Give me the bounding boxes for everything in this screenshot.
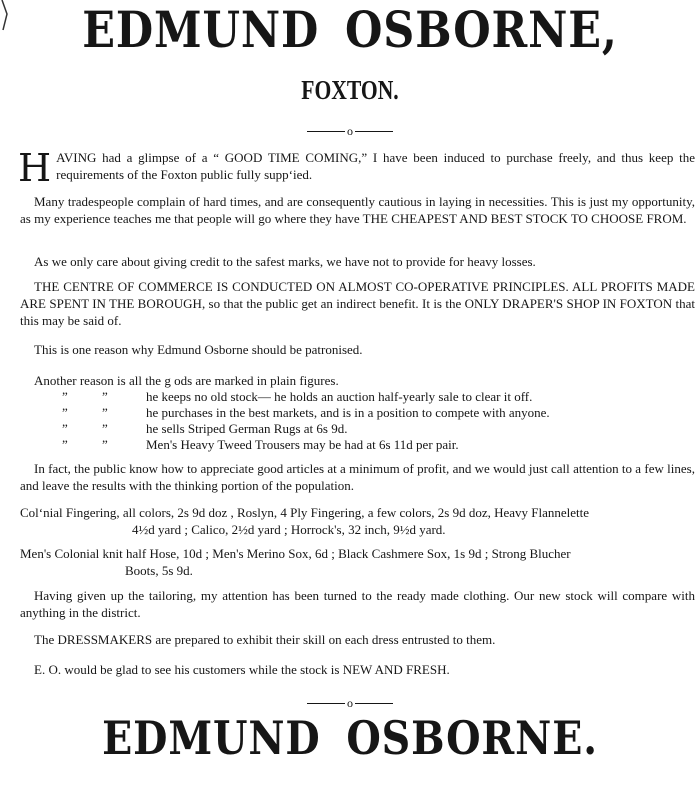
opening-paragraph: [18, 146, 695, 190]
hose-line-1: Men's Colonial knit half Hose, 10d ; Men's Merino Sox, 6d ; Black Cashmere Sox, 1s 9d ; Strong Blucher: [20, 546, 571, 561]
reason-item: ” ” he sells Striped German Rugs at 6s 9d.: [62, 421, 348, 436]
opening-text: AVING had a glimpse of a “ GOOD TIME COMING,” I have been induced to purchase freely, and thus keep the requirements of the Foxton public fully suppʻied.: [56, 150, 695, 182]
footer-last-name: OSBORNE.: [346, 711, 598, 765]
ornamental-divider-top: [0, 123, 700, 138]
tailoring-paragraph: Having given up the tailoring, my attention has been turned to the ready made clothing. Our new stock will compare with anything in the district.: [20, 588, 695, 620]
divider-ring: o: [347, 124, 353, 139]
fingering-line-1: Colʻnial Fingering, all colors, 2s 9d doz , Roslyn, 4 Ply Fingering, a few colors, 2s 9d doz, Heavy Flannelette: [20, 505, 590, 520]
hose-line-2: Boots, 5s 9d.: [125, 563, 193, 578]
hosiery-price-list: [20, 545, 695, 579]
masthead-name: [49, 2, 651, 58]
appreciate-paragraph: In fact, the public know how to appreciate good articles at a minimum of profit, and we would just call attention to a few lines, and leave the results with the thinking portion of the population.: [20, 461, 695, 493]
hard-times-paragraph: Many tradespeople complain of hard times, and are consequently cautious in laying in necessities. This is just my opportunity, as my experience teaches me that people will go where they have THE CHEAPEST AND BEST STOCK TO CHOOSE FROM.: [20, 194, 695, 226]
masthead-last-name: OSBORNE,: [344, 0, 618, 59]
reason-item: ” ” Men's Heavy Tweed Trousers may be had at 6s 11d per pair.: [62, 437, 459, 452]
masthead-first-name: EDMUND: [82, 0, 320, 59]
one-reason-paragraph: This is one reason why Edmund Osborne should be patronised.: [34, 342, 363, 357]
footer-first-name: EDMUND: [102, 711, 321, 765]
divider-ring: o: [347, 696, 353, 711]
reason-item: ” ” he keeps no old stock— he holds an auction half-yearly sale to clear it off.: [62, 389, 533, 404]
town-name: FOXTON.: [301, 75, 399, 105]
drop-cap: H: [18, 146, 52, 190]
ornamental-divider-bottom: [0, 695, 700, 710]
footer-name: [49, 710, 651, 766]
dressmakers-paragraph: The DRESSMAKERS are prepared to exhibit their skill on each dress entrusted to them.: [34, 632, 496, 647]
reason-item: ” ” he purchases in the best markets, and is in a position to compete with anyone.: [62, 405, 550, 420]
corner-scratch-mark: [0, 0, 10, 38]
credit-paragraph: As we only care about giving credit to the safest marks, we have not to provide for heavy losses.: [34, 254, 536, 269]
fingering-price-list: [20, 504, 695, 538]
fresh-stock-paragraph: E. O. would be glad to see his customers while the stock is NEW AND FRESH.: [34, 662, 450, 677]
fingering-line-2: 4½d yard ; Calico, 2½d yard ; Horrock's, 32 inch, 9½d yard.: [132, 522, 446, 537]
another-reason-paragraph: Another reason is all the g ods are marked in plain figures.: [34, 373, 339, 388]
commerce-paragraph: THE CENTRE OF COMMERCE IS CONDUCTED ON ALMOST CO-OPERATIVE PRINCIPLES. ALL PROFITS MADE ARE SPENT IN THE BOROUGH, so that the public get an indirect benefit. It is the ONLY DRAPER'S SHOP IN FOXTON that this may be said of.: [20, 279, 695, 328]
